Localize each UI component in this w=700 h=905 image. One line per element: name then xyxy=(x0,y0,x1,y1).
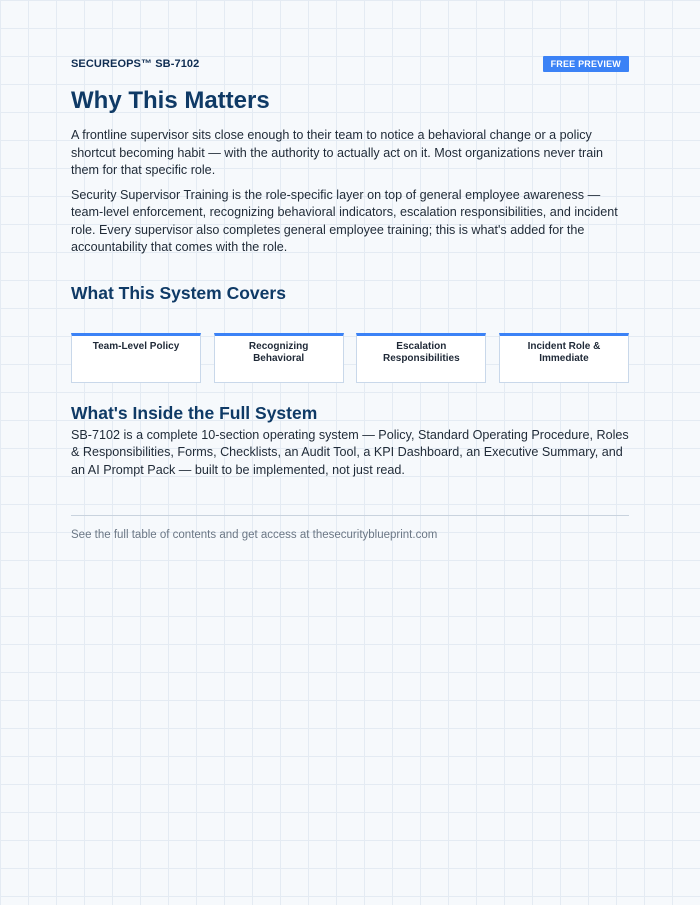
footer-note: See the full table of contents and get access at thesecurityblueprint.com xyxy=(71,529,438,541)
coverage-card-recognizing-behavioral xyxy=(214,333,344,383)
covers-heading: What This System Covers xyxy=(71,282,286,303)
coverage-card-incident-role xyxy=(499,333,629,383)
coverage-card-escalation-responsibilities xyxy=(356,333,486,383)
free-preview-badge: FREE PREVIEW xyxy=(543,56,629,72)
intro-paragraph-2: Security Supervisor Training is the role-specific layer on top of general employee awareness — team-level enforcement, recognizing behavioral indicators, escalation responsibilities, and incident role. Every supervisor also completes general employee training; this is what's added for the accountability that comes with the role. xyxy=(71,187,618,254)
intro-paragraph-1: A frontline supervisor sits close enough to their team to notice a behavioral change or a policy shortcut becoming habit — with the authority to actually act on it. Most organizations never train them for that specific role. xyxy=(71,128,604,177)
card-label: Recognizing Behavioral xyxy=(248,340,309,364)
footer-divider xyxy=(71,515,629,516)
top-bar xyxy=(71,55,629,73)
card-label: Incident Role & Immediate xyxy=(527,340,601,364)
inside-heading: What's Inside the Full System xyxy=(71,402,318,423)
coverage-card-team-level-policy xyxy=(71,333,201,383)
document-page xyxy=(71,0,629,543)
inside-paragraph: SB-7102 is a complete 10-section operating system — Policy, Standard Operating Procedure, Roles & Responsibilities, Forms, Checklists, an Audit Tool, a KPI Dashboard, an Executive Summary, and an AI Prompt Pack — built to be implemented, not just read. xyxy=(71,427,629,477)
card-label: Escalation Responsibilities xyxy=(382,340,460,364)
card-label: Team-Level Policy xyxy=(92,340,180,352)
page-title: Why This Matters xyxy=(71,87,270,114)
product-code: SECUREOPS™ SB-7102 xyxy=(71,58,200,70)
coverage-cards xyxy=(71,333,629,383)
